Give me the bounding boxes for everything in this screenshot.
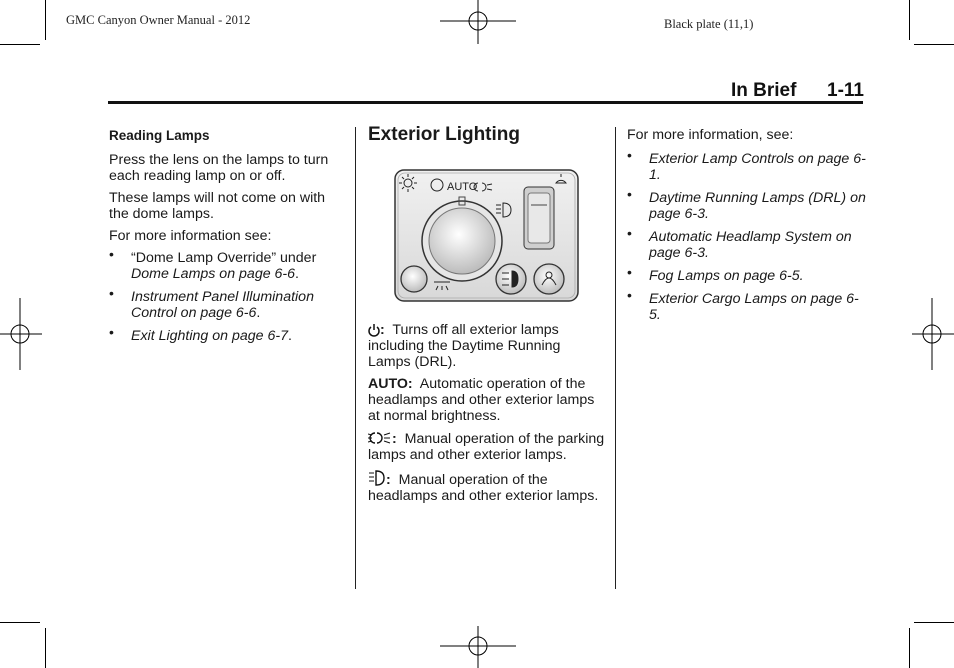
column-1	[109, 128, 344, 351]
bullet-icon: •	[109, 246, 114, 262]
traction-button	[534, 264, 564, 294]
bullet-icon: •	[627, 287, 632, 303]
crop-mark	[45, 0, 46, 40]
list-item: • Exit Lighting on page 6-7.	[109, 324, 292, 344]
control-descriptions	[368, 322, 606, 510]
column-2	[368, 124, 606, 149]
page-number: 1-11	[827, 80, 864, 101]
power-icon	[368, 323, 380, 337]
crop-mark	[45, 628, 46, 668]
auto-description: AUTO: Automatic operation of the headlamps and other exterior lamps at normal brightness.	[368, 376, 595, 424]
page-reference-link[interactable]: Dome Lamps on page 6-6	[131, 266, 296, 282]
bullet-icon: •	[627, 147, 632, 163]
reading-lamps-heading: Reading Lamps	[109, 128, 210, 143]
registration-mark	[912, 298, 954, 370]
parking-lamp-icon	[368, 430, 392, 446]
parking-lamp-description: : Manual operation of the parking lamps and other exterior lamps.	[368, 431, 605, 463]
fog-lamp-button	[496, 264, 526, 294]
list-item: • “Dome Lamp Override” under Dome Lamps on page 6-6.	[109, 246, 317, 282]
paragraph: Press the lens on the lamps to turn each reading lamp on or off.	[109, 152, 329, 184]
page-reference-link[interactable]: Exterior Cargo Lamps on page 6-5.	[649, 291, 859, 323]
headlamp-description: : Manual operation of the headlamps and other exterior lamps.	[368, 469, 606, 504]
page-reference-link[interactable]: Daytime Running Lamps (DRL) on page 6-3.	[649, 190, 866, 222]
bullet-icon: •	[627, 186, 632, 202]
exterior-lighting-title: Exterior Lighting	[368, 124, 520, 145]
bullet-icon: •	[627, 225, 632, 241]
column-divider	[355, 127, 356, 589]
crop-mark	[0, 44, 40, 45]
list-item	[627, 225, 867, 261]
crop-mark	[914, 622, 954, 623]
headlamp-control-panel-illustration	[394, 169, 579, 302]
crop-mark	[914, 44, 954, 45]
page-reference-link[interactable]: Fog Lamps on page 6-5.	[649, 268, 804, 284]
column-divider	[615, 127, 616, 589]
bullet-icon: •	[627, 264, 632, 280]
page-reference-link[interactable]: Instrument Panel Illumination Control on page 6-6	[131, 289, 314, 321]
crop-mark	[0, 622, 40, 623]
crop-mark	[909, 0, 910, 40]
list-item: • Instrument Panel Illumination Control on page 6-6.	[109, 285, 314, 321]
page-reference-link[interactable]: Exterior Lamp Controls on page 6-1.	[649, 151, 866, 183]
paragraph: These lamps will not come on with the dome lamps.	[109, 190, 326, 222]
plate-label: Black plate (11,1)	[664, 17, 754, 31]
manual-title: GMC Canyon Owner Manual - 2012	[66, 13, 251, 27]
page-reference-link[interactable]: Automatic Headlamp System on page 6-3.	[649, 229, 852, 261]
bullet-icon: •	[109, 324, 114, 340]
column-3	[627, 127, 867, 330]
header-rule	[108, 101, 863, 104]
headlamp-icon	[368, 469, 386, 487]
reference-list	[109, 246, 344, 344]
list-item	[627, 186, 867, 222]
crop-mark	[909, 628, 910, 668]
page-reference-link[interactable]: Exit Lighting on page 6-7	[131, 328, 288, 344]
reference-list	[627, 147, 867, 323]
bullet-icon: •	[109, 285, 114, 301]
list-item	[627, 147, 867, 183]
list-item	[627, 264, 867, 284]
off-description: : Turns off all exterior lamps including the Daytime Running Lamps (DRL).	[368, 322, 561, 370]
paragraph: For more information see:	[109, 228, 272, 244]
registration-mark	[440, 0, 516, 44]
section-title: In Brief	[731, 80, 797, 101]
paragraph: For more information, see:	[627, 127, 794, 143]
registration-mark	[0, 298, 42, 370]
cargo-lamp-button	[401, 266, 427, 292]
list-item	[627, 287, 867, 323]
auto-label: AUTO	[447, 181, 478, 193]
registration-mark	[440, 626, 516, 668]
